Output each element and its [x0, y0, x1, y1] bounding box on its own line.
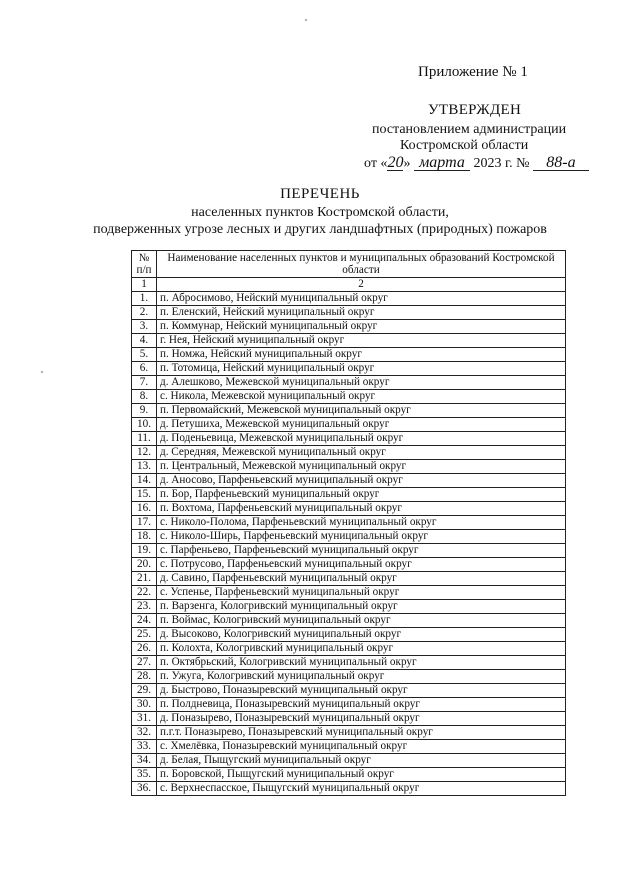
- row-number: 27.: [132, 656, 157, 670]
- date-prefix: от «: [364, 156, 388, 171]
- row-number: 11.: [132, 432, 157, 446]
- col-number-index: 1: [132, 278, 157, 292]
- settlement-name: д. Поназырево, Поназыревский муниципальный округ: [157, 712, 566, 726]
- decree-line-2: Костромской области: [400, 138, 529, 153]
- table-row: [132, 586, 566, 600]
- document-subtitle-2: подверженных угрозе лесных и других ландшафтных (природных) пожаров: [93, 222, 547, 237]
- table-row: [132, 320, 566, 334]
- settlement-name: с. Парфеньево, Парфеньевский муниципальный округ: [157, 544, 566, 558]
- settlement-name: с. Николо-Ширь, Парфеньевский муниципальный округ: [157, 530, 566, 544]
- settlement-name: п. Боровской, Пыщугский муниципальный округ: [157, 768, 566, 782]
- row-number: 5.: [132, 348, 157, 362]
- table-row: [132, 782, 566, 796]
- date-year: 2023 г. №: [473, 156, 530, 171]
- row-number: 6.: [132, 362, 157, 376]
- row-number: 8.: [132, 390, 157, 404]
- settlement-name: с. Никола, Межевской муниципальный округ: [157, 390, 566, 404]
- table-row: [132, 306, 566, 320]
- table-row: [132, 670, 566, 684]
- settlement-name: п. Первомайский, Межевской муниципальный округ: [157, 404, 566, 418]
- col-name-index: 2: [157, 278, 566, 292]
- settlement-name: п. Бор, Парфеньевский муниципальный округ: [157, 488, 566, 502]
- settlement-name: п. Тотомица, Нейский муниципальный округ: [157, 362, 566, 376]
- table-row: [132, 390, 566, 404]
- table-row: [132, 712, 566, 726]
- settlement-name: п. Ужуга, Кологривский муниципальный округ: [157, 670, 566, 684]
- row-number: 15.: [132, 488, 157, 502]
- settlement-name: д. Середняя, Межевской муниципальный округ: [157, 446, 566, 460]
- table-row: [132, 600, 566, 614]
- table-row: [132, 740, 566, 754]
- table-row: [132, 474, 566, 488]
- settlement-name: д. Савино, Парфеньевский муниципальный округ: [157, 572, 566, 586]
- settlement-name: г. Нея, Нейский муниципальный округ: [157, 334, 566, 348]
- row-number: 20.: [132, 558, 157, 572]
- settlements-table: [131, 250, 566, 796]
- table-row: [132, 726, 566, 740]
- row-number: 4.: [132, 334, 157, 348]
- table-row: [132, 418, 566, 432]
- decree-line-1: постановлением администрации: [372, 122, 567, 137]
- handwritten-month: марта: [414, 155, 470, 171]
- row-number: 14.: [132, 474, 157, 488]
- table-row: [132, 558, 566, 572]
- scan-speck: [41, 371, 43, 373]
- settlement-name: п. Коммунар, Нейский муниципальный округ: [157, 320, 566, 334]
- settlement-name: с. Успенье, Парфеньевский муниципальный округ: [157, 586, 566, 600]
- row-number: 30.: [132, 698, 157, 712]
- table-row: [132, 628, 566, 642]
- settlement-name: д. Алешково, Межевской муниципальный округ: [157, 376, 566, 390]
- row-number: 17.: [132, 516, 157, 530]
- approved-label: УТВЕРЖДЕН: [428, 102, 522, 118]
- row-number: 35.: [132, 768, 157, 782]
- row-number: 26.: [132, 642, 157, 656]
- table-row: [132, 614, 566, 628]
- settlement-name: п. Вохтома, Парфеньевский муниципальный округ: [157, 502, 566, 516]
- row-number: 12.: [132, 446, 157, 460]
- row-number: 21.: [132, 572, 157, 586]
- settlement-name: с. Николо-Полома, Парфеньевский муниципальный округ: [157, 516, 566, 530]
- row-number: 22.: [132, 586, 157, 600]
- row-number: 23.: [132, 600, 157, 614]
- table-row: [132, 460, 566, 474]
- table-row: [132, 642, 566, 656]
- table-row: [132, 432, 566, 446]
- handwritten-number: 88-а: [533, 155, 589, 171]
- row-number: 25.: [132, 628, 157, 642]
- table-row: [132, 404, 566, 418]
- appendix-label: Приложение № 1: [418, 64, 528, 80]
- table-row: [132, 572, 566, 586]
- table-row: [132, 292, 566, 306]
- settlement-name: д. Петушиха, Межевской муниципальный округ: [157, 418, 566, 432]
- row-number: 33.: [132, 740, 157, 754]
- settlement-name: п. Еленский, Нейский муниципальный округ: [157, 306, 566, 320]
- row-number: 1.: [132, 292, 157, 306]
- table-row: [132, 488, 566, 502]
- settlement-name: с. Верхнеспасское, Пыщугский муниципальный округ: [157, 782, 566, 796]
- table-row: [132, 684, 566, 698]
- table-row: [132, 362, 566, 376]
- row-number: 16.: [132, 502, 157, 516]
- row-number: 31.: [132, 712, 157, 726]
- scan-speck: [305, 19, 307, 21]
- row-number: 7.: [132, 376, 157, 390]
- settlement-name: с. Потрусово, Парфеньевский муниципальный округ: [157, 558, 566, 572]
- table-row: [132, 502, 566, 516]
- table-row: [132, 544, 566, 558]
- table-row: [132, 768, 566, 782]
- col-name-header: Наименование населенных пунктов и муниципальных образований Костромской области: [157, 251, 566, 278]
- row-number: 34.: [132, 754, 157, 768]
- table-row: [132, 334, 566, 348]
- handwritten-day: 20: [387, 154, 404, 171]
- date-mid: »: [403, 156, 411, 171]
- table-row: [132, 530, 566, 544]
- row-number: 28.: [132, 670, 157, 684]
- row-number: 19.: [132, 544, 157, 558]
- row-number: 36.: [132, 782, 157, 796]
- col-number-header: № п/п: [132, 251, 157, 278]
- table-row: [132, 446, 566, 460]
- settlement-name: п. Центральный, Межевской муниципальный округ: [157, 460, 566, 474]
- settlement-name: д. Белая, Пыщугский муниципальный округ: [157, 754, 566, 768]
- settlement-name: п. Абросимово, Нейский муниципальный округ: [157, 292, 566, 306]
- row-number: 3.: [132, 320, 157, 334]
- row-number: 9.: [132, 404, 157, 418]
- row-number: 24.: [132, 614, 157, 628]
- decree-date-line: [364, 155, 589, 172]
- table-index-row: [132, 278, 566, 292]
- table-row: [132, 656, 566, 670]
- row-number: 32.: [132, 726, 157, 740]
- row-number: 10.: [132, 418, 157, 432]
- document-title: ПЕРЕЧЕНЬ: [280, 186, 360, 202]
- settlement-name: п. Варзенга, Кологривский муниципальный округ: [157, 600, 566, 614]
- table-row: [132, 516, 566, 530]
- settlement-name: д. Поденьевица, Межевской муниципальный округ: [157, 432, 566, 446]
- settlement-name: п. Полдневица, Поназыревский муниципальный округ: [157, 698, 566, 712]
- table-row: [132, 376, 566, 390]
- settlement-name: п. Номжа, Нейский муниципальный округ: [157, 348, 566, 362]
- row-number: 13.: [132, 460, 157, 474]
- settlement-name: д. Быстрово, Поназыревский муниципальный округ: [157, 684, 566, 698]
- settlement-name: д. Аносово, Парфеньевский муниципальный округ: [157, 474, 566, 488]
- row-number: 18.: [132, 530, 157, 544]
- settlement-name: д. Высоково, Кологривский муниципальный округ: [157, 628, 566, 642]
- settlement-name: п. Октябрьский, Кологривский муниципальный округ: [157, 656, 566, 670]
- row-number: 29.: [132, 684, 157, 698]
- table-row: [132, 754, 566, 768]
- settlement-name: с. Хмелёвка, Поназыревский муниципальный округ: [157, 740, 566, 754]
- settlement-name: п.г.т. Поназырево, Поназыревский муниципальный округ: [157, 726, 566, 740]
- table-row: [132, 698, 566, 712]
- settlement-name: п. Колохта, Кологривский муниципальный округ: [157, 642, 566, 656]
- table-header-row: [132, 251, 566, 278]
- row-number: 2.: [132, 306, 157, 320]
- settlement-name: п. Воймас, Кологривский муниципальный округ: [157, 614, 566, 628]
- document-subtitle-1: населенных пунктов Костромской области,: [191, 205, 449, 220]
- table-row: [132, 348, 566, 362]
